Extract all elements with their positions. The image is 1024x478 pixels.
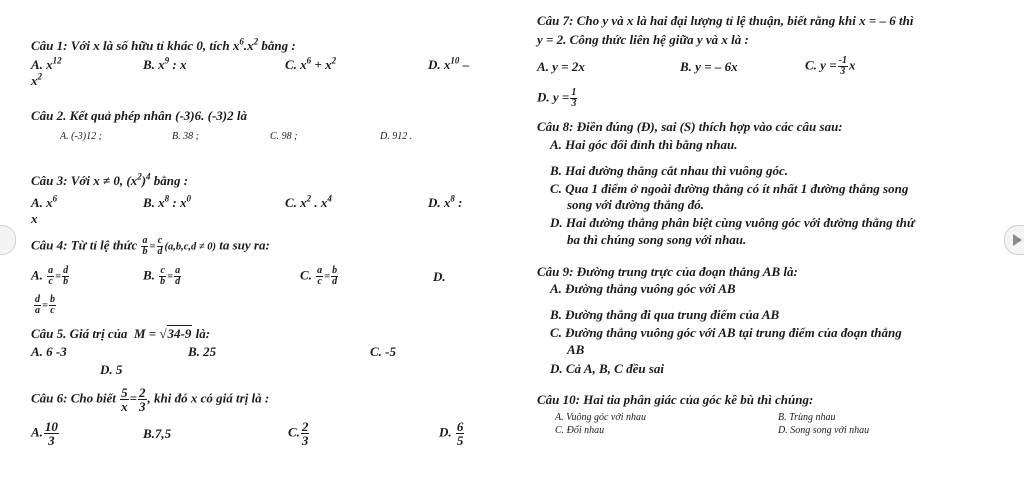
q1-title: Câu 1: Với x là số hữu tỉ khác 0, tích $x^6.x^2$ bằng :	[31, 36, 296, 53]
q7-option-b: B. y = – 6x	[680, 59, 738, 74]
q6-option-a: A. $\frac{10}{3}$	[31, 419, 58, 448]
next-arrow-button[interactable]	[1004, 225, 1024, 255]
q1-option-d: D. $x^{10}$ –	[428, 55, 470, 72]
q2-option-d: D. 912 .	[380, 131, 413, 142]
q9-option-a: A. Đường thẳng vuông góc với AB	[550, 281, 736, 296]
q8-statement-d-line2: ba thì chúng song song với nhau.	[567, 232, 747, 247]
q9-option-b: B. Đường thẳng đi qua trung điểm của AB	[550, 307, 780, 322]
q10-title: Câu 10: Hai tia phân giác của góc kề bù thì chúng:	[537, 392, 814, 407]
q3-title: Câu 3: Với x ≠ 0, $(x^2)^4$ bằng :	[31, 171, 189, 188]
q2-option-a: A. (-3)12 ;	[60, 131, 102, 142]
q5-option-d: D. 5	[100, 362, 123, 377]
q4-option-b: B. $\frac{c}{b}$ = $\frac{a}{d}$	[143, 265, 181, 287]
q10-option-a: A. Vuông góc với nhau	[555, 412, 646, 423]
q6-title: Câu 6: Cho biết $\frac{5}{x}$ = $\frac{2}{3}$ , khi đó x có giá trị là :	[31, 385, 270, 414]
q5-option-b: B. 25	[188, 344, 217, 359]
q9-option-c-line1: C. Đường thẳng vuông góc với AB tại trung điểm của đoạn thẳng	[550, 325, 902, 340]
q4-fraction-a-b: $\frac{a}{b}$	[142, 235, 148, 257]
q2-option-b: B. 38 ;	[172, 131, 199, 142]
q6-option-d: D. $\frac{6}{5}$	[439, 419, 464, 448]
q2-option-c: C. 98 ;	[270, 131, 298, 142]
q1-option-a: A. $x^{12}$	[31, 55, 62, 72]
q8-statement-a: A. Hai góc đối đỉnh thì bằng nhau.	[550, 137, 738, 152]
q4-option-d: D.	[433, 269, 446, 284]
q5-title: Câu 5. Giá trị của M = √34-9 là:	[31, 326, 211, 341]
q3-option-b: B. $x^8$ : $x^0$	[143, 193, 192, 210]
q7-option-d: D. y = $\frac{1}{3}$	[537, 87, 577, 109]
q3-option-d-continued: x	[31, 211, 38, 226]
q7-option-c: C. y = $\frac{-1}{3}$ x	[805, 55, 856, 77]
q7-option-a: A. y = 2x	[537, 59, 585, 74]
q3-option-c: C. $x^2$ . $x^4$	[285, 193, 332, 210]
q4-fraction-c-d: $\frac{c}{d}$	[157, 235, 163, 257]
q8-statement-c-line2: song với đường thẳng đó.	[567, 197, 704, 212]
q9-option-d: D. Cả A, B, C đều sai	[550, 361, 665, 376]
q8-title: Câu 8: Điền đúng (Đ), sai (S) thích hợp vào các câu sau:	[537, 119, 843, 134]
previous-arrow-button[interactable]	[0, 225, 16, 255]
q5-option-c: C. -5	[370, 344, 396, 359]
q10-option-c: C. Đối nhau	[555, 425, 605, 436]
play-arrow-icon	[1013, 234, 1022, 246]
q5-option-a: A. 6 -3	[31, 344, 67, 359]
q4-option-c: C. $\frac{a}{c}$ = $\frac{b}{d}$	[300, 265, 338, 287]
q10-option-d: D. Song song với nhau	[778, 425, 870, 436]
q4-title: Câu 4: Từ tỉ lệ thức $\frac{a}{b}$ = $\frac{c}{d}$ (a,b,c,d ≠ 0) ta suy ra:	[31, 235, 270, 257]
q1-option-b: B. $x^9$ : x	[143, 55, 187, 72]
q3-option-d: D. $x^8$ :	[428, 193, 463, 210]
q6-option-b: B.7,5	[143, 426, 172, 441]
q7-line2: y = 2. Công thức liên hệ giữa y và x là :	[537, 32, 749, 47]
q10-option-b: B. Trùng nhau	[778, 412, 836, 423]
q8-statement-d-line1: D. Hai đường thẳng phân biệt cùng vuông góc với đường thẳng thứ	[550, 215, 915, 230]
q9-title: Câu 9: Đường trung trực của đoạn thẳng AB là:	[537, 264, 798, 279]
q2-title: Câu 2. Kết quả phép nhân (-3)6. (-3)2 là	[31, 108, 247, 123]
q8-statement-b: B. Hai đường thẳng cắt nhau thì vuông góc.	[550, 163, 788, 178]
q4-option-a: A. $\frac{a}{c}$ = $\frac{d}{b}$	[31, 265, 69, 287]
q7-line1: Câu 7: Cho y và x là hai đại lượng tỉ lệ thuận, biết rằng khi x = – 6 thì	[537, 13, 914, 28]
q9-option-c-line2: AB	[567, 342, 585, 357]
q6-option-c: C. $\frac{2}{3}$	[288, 419, 309, 448]
q1-option-c: C. $x^6 + x^2$	[285, 55, 337, 72]
q3-option-a: A. $x^6$	[31, 193, 58, 210]
q8-statement-c-line1: C. Qua 1 điểm ở ngoài đường thẳng có ít nhất 1 đường thẳng song	[550, 181, 909, 196]
q1-option-d-continued: $x^2$	[31, 71, 42, 88]
q4-option-d-continued: $\frac{d}{a}$ = $\frac{b}{c}$	[35, 294, 55, 316]
